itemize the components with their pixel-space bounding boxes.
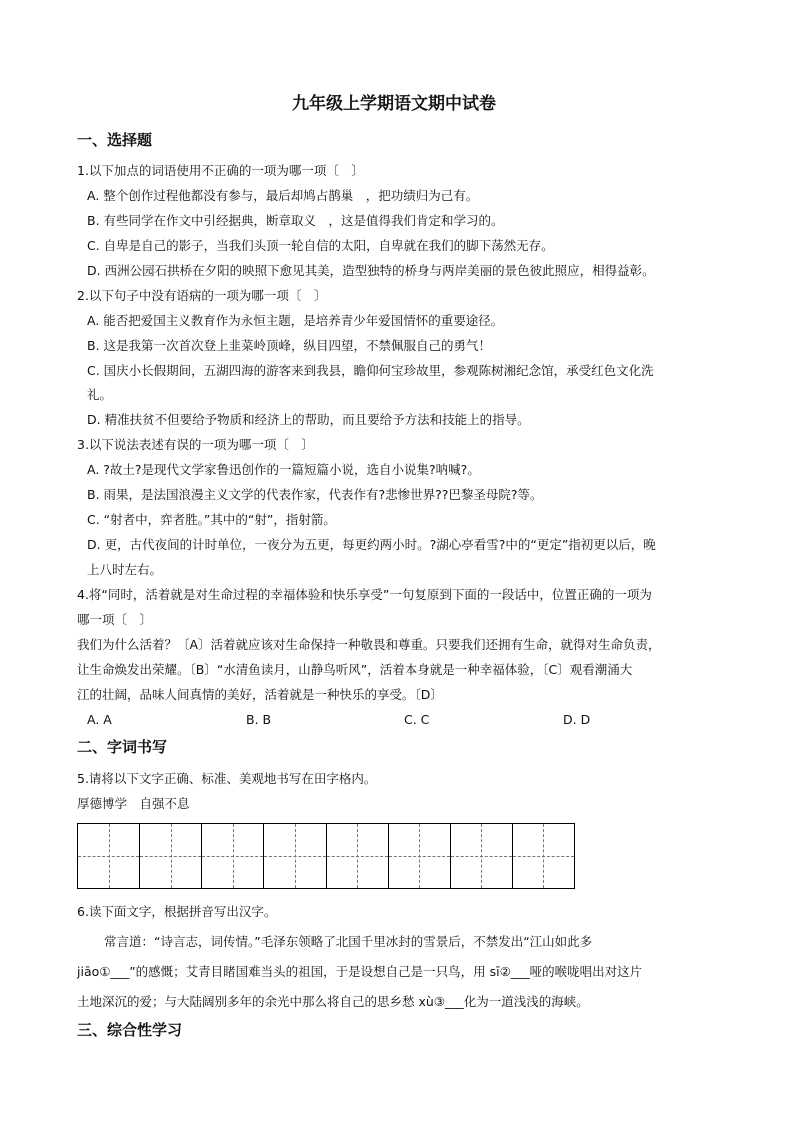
question-4-option-c: C. C [404,712,430,727]
question-2-option-c: C. 国庆小长假期间，五湖四海的游客来到我县，瞻仰何宝珍故里，参观陈树湘纪念馆，承受红色文化洗 [87,363,654,378]
tianzige-cell[interactable] [513,824,574,888]
question-2-stem: 2.以下句子中没有语病的一项为哪一项〔 〕 [77,288,327,303]
question-1-option-c: C. 自卑是自己的影子，当我们头顶一轮自信的太阳，自卑就在我们的脚下荡然无存。 [87,238,554,253]
question-6-passage-line: 常言道：“诗言志，词传情。”毛泽东领略了北国千里冰封的雪景后，不禁发出“江山如此多 [104,934,593,949]
question-1-option-b: B. 有些同学在作文中引经据典，断章取义 ，这是值得我们肯定和学习的。 [87,213,504,228]
question-4-stem: 4.将“同时，活着就是对生命过程的幸福体验和快乐享受”一句复原到下面的一段话中，位置正确的一项为 [77,587,652,602]
question-2-option-a: A. 能否把爱国主义教育作为永恒主题，是培养青少年爱国情怀的重要途径。 [87,313,504,328]
question-4-option-a: A. A [87,712,112,727]
question-1-option-a: A. 整个创作过程他都没有参与，最后却鸠占鹊巢 ，把功绩归为己有。 [87,188,479,203]
question-4-passage-line: 让生命焕发出荣耀。〔B〕“水清鱼读月，山静鸟听风”，活着本身就是一种幸福体验，〔C〕观看潮涌大 [77,662,633,677]
question-3-option-a: A. ?故土?是现代文学家鲁迅创作的一篇短篇小说，选自小说集?呐喊?。 [87,462,480,477]
tianzige-cell[interactable] [389,824,451,888]
question-2-option-b: B. 这是我第一次首次登上韭菜岭顶峰，纵目四望，不禁佩服自己的勇气！ [87,338,492,353]
tianzige-cell[interactable] [202,824,264,888]
tianzige-cell[interactable] [451,824,513,888]
question-5-stem: 5.请将以下文字正确、标准、美观地书写在田字格内。 [77,771,377,786]
section-heading-writing: 二、字词书写 [77,738,168,756]
section-heading-integrated: 三、综合性学习 [77,1021,183,1039]
question-5-words: 厚德博学 自强不息 [77,796,190,811]
question-6-stem: 6.读下面文字，根据拼音写出汉字。 [77,904,277,919]
question-4-option-b: B. B [246,712,272,727]
page-title: 九年级上学期语文期中试卷 [292,94,496,114]
question-3-option-d-cont: 上八时左右。 [87,562,163,577]
question-4-passage-line: 我们为什么活着？〔A〕活着就应该对生命保持一种敬畏和尊重。只要我们还拥有生命，就得对生命负责， [77,637,661,652]
tianzige-cell[interactable] [327,824,389,888]
question-4-passage-line: 江的壮阔，品味人间真情的美好，活着就是一种快乐的享受。〔D〕 [77,687,443,702]
question-2-option-c-cont: 礼。 [87,387,113,402]
question-3-option-c: C. “射者中，弈者胜。”其中的“射”，指射箭。 [87,512,336,527]
question-6-passage-line: jiāo①___”的感慨；艾青目睹国难当头的祖国，于是设想自己是一只鸟，用 sī②___哑的喉咙唱出对这片 [77,964,643,979]
question-4-stem-cont: 哪一项〔 〕 [77,612,153,627]
question-1-option-d: D. 西洲公园石拱桥在夕阳的映照下愈见其美，造型独特的桥身与两岸美丽的景色彼此照应，相得益彰。 [87,263,655,278]
tianzige-cell[interactable] [140,824,202,888]
question-6-passage-line: 土地深沉的爱；与大陆阔别多年的余光中那么将自己的思乡愁 xù③___化为一道浅浅的海峡。 [77,994,589,1009]
tianzige-grid[interactable] [77,823,575,889]
question-3-stem: 3.以下说法表述有误的一项为哪一项〔 〕 [77,437,314,452]
question-3-option-b: B. 雨果，是法国浪漫主义文学的代表作家，代表作有?悲惨世界??巴黎圣母院?等。 [87,487,543,502]
tianzige-cell[interactable] [78,824,140,888]
question-2-option-d: D. 精准扶贫不但要给予物质和经济上的帮助，而且要给予方法和技能上的指导。 [87,412,530,427]
question-4-option-d: D. D [563,712,591,727]
question-3-option-d: D. 更，古代夜间的计时单位，一夜分为五更，每更约两小时。?湖心亭看雪?中的“更定”指初更以后，晚 [87,537,656,552]
tianzige-cell[interactable] [264,824,326,888]
section-heading-choice: 一、选择题 [77,131,153,149]
question-1-stem: 1.以下加点的词语使用不正确的一项为哪一项〔 〕 [77,163,364,178]
